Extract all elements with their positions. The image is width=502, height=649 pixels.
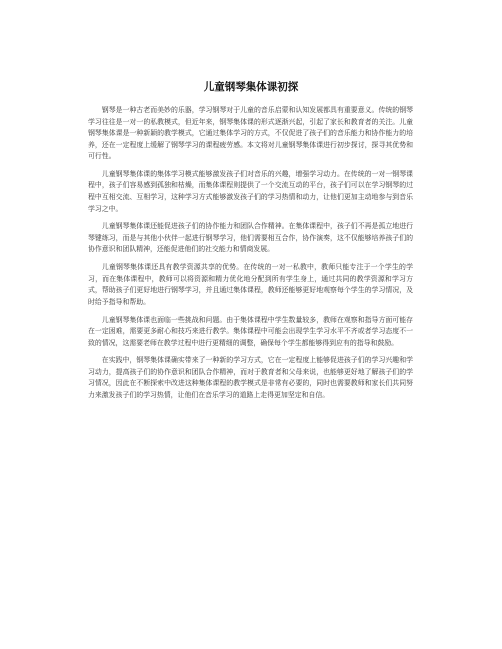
paragraph-6: 在实践中，钢琴集体课确实带来了一种新的学习方式，它在一定程度上能够促进孩子们的学习兴趣和学习动力，提高孩子们的协作意识和团队合作精神，而对于教育者和父母来说，也能够更好地了解孩子们的学习情况，因此在不断探索中改进这种集体课程的教学模式是非常有必要的，同时也需要教师和家长们共同努力来激发孩子们的学习热情，让他们在音乐学习的道路上走得更加坚定和自信。 [88, 356, 413, 399]
paragraph-2: 儿童钢琴集体课的集体学习模式能够激发孩子们对音乐的兴趣，增强学习动力。在传统的一对一钢琴课程中，孩子们容易感到孤独和枯燥，而集体课程则提供了一个交流互动的平台，孩子们可以在学习钢琴的过程中互相交流、互相学习，这种学习方式能够激发孩子们的学习热情和动力，让他们更加主动地参与到音乐学习之中。 [88, 169, 413, 213]
document-body [88, 105, 413, 408]
document-title: 儿童钢琴集体课初探 [203, 81, 299, 93]
paragraph-5: 儿童钢琴集体课也面临一些挑战和问题。由于集体课程中学生数量较多，教师在观察和指导方面可能存在一定困难，需要更多耐心和技巧来进行教学。集体课程中可能会出现学生学习水平不齐或者学习态度不一致的情况，这需要老师在教学过程中进行更精细的调整，确保每个学生都能够得到应有的指导和鼓励。 [88, 315, 413, 347]
paragraph-3: 儿童钢琴集体课还能促进孩子们的协作能力和团队合作精神。在集体课程中，孩子们不再是孤立地进行琴键练习，而是与其他小伙伴一起进行钢琴学习，他们需要相互合作，协作演奏，这不仅能够培养孩子们的协作意识和团队精神，还能促进他们的社交能力和情商发展。 [88, 222, 413, 254]
paragraph-4: 儿童钢琴集体课还具有教学资源共享的优势。在传统的一对一私教中，教师只能专注于一个学生的学习，而在集体课程中，教师可以将资源和精力优化地分配到所有学生身上，通过共同的教学资源和学习方式，帮助孩子们更好地进行钢琴学习，并且通过集体课程，教师还能够更好地观察每个学生的学习情况，及时给予指导和帮助。 [88, 263, 413, 306]
paragraph-1: 钢琴是一种古老而美妙的乐器，学习钢琴对于儿童的音乐启蒙和认知发展都具有重要意义。传统的钢琴学习往往是一对一的私教模式，但近年来，钢琴集体课的形式逐渐兴起，引起了家长和教育者的关注。儿童钢琴集体课是一种新颖的教学模式，它通过集体学习的方式，不仅促进了孩子们的音乐能力和协作能力的培养，还在一定程度上缓解了钢琴学习的课程疲劳感。本文将对儿童钢琴集体课进行初步探讨，探寻其优势和可行性。 [88, 106, 413, 161]
